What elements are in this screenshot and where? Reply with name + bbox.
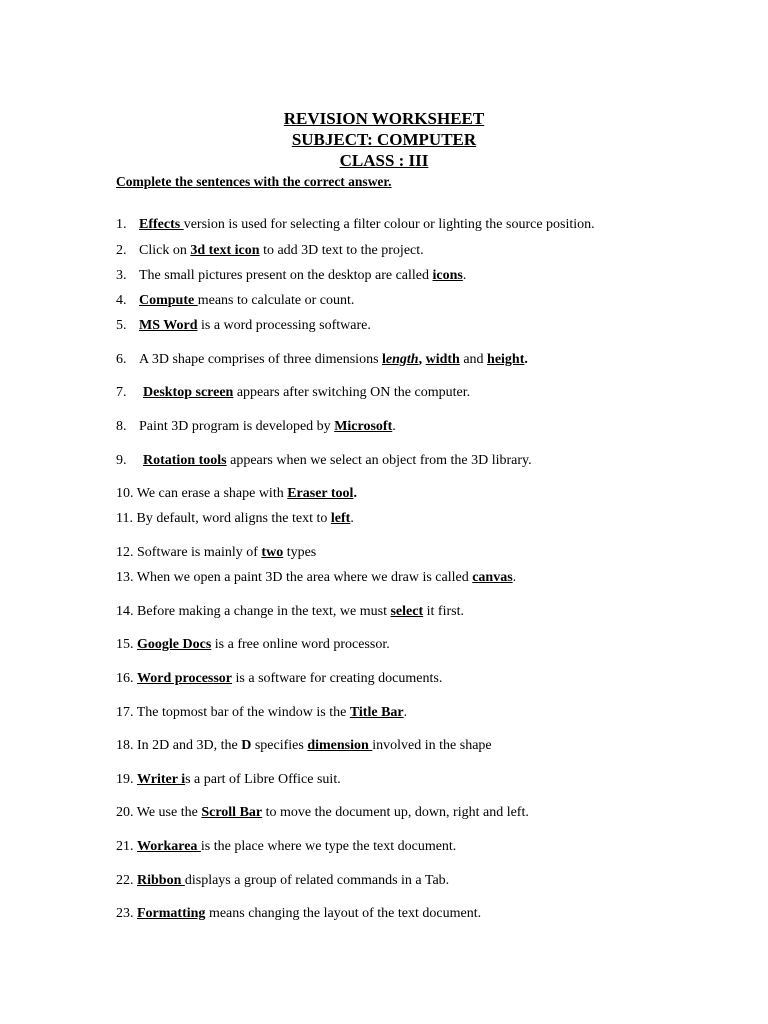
- question-text: displays a group of related commands in a Tab.: [184, 873, 450, 888]
- question-number: 18.: [116, 738, 134, 753]
- answer: height: [487, 352, 525, 367]
- question-text: We can erase a shape with: [136, 486, 288, 501]
- answer: Scroll Bar: [201, 805, 263, 820]
- question-text: .: [350, 511, 354, 526]
- question-5: [116, 317, 371, 335]
- question-13: [116, 569, 516, 587]
- question-text: types: [283, 545, 317, 560]
- answer: MS Word: [139, 318, 198, 333]
- question-23: [116, 905, 481, 923]
- answer: icons: [432, 268, 463, 283]
- worksheet-class: CLASS : III: [339, 151, 429, 170]
- answer: ength: [385, 352, 419, 367]
- question-1: [116, 216, 595, 234]
- question-text: and: [459, 352, 488, 367]
- question-text: By default, word aligns the text to: [136, 511, 331, 526]
- answer: Rotation tools: [143, 453, 227, 468]
- worksheet-title: REVISION WORKSHEET: [283, 109, 485, 128]
- question-17: [116, 704, 407, 722]
- question-text: to move the document up, down, right and left.: [262, 805, 529, 820]
- answer: Ribbon: [137, 873, 185, 888]
- question-20: [116, 804, 529, 822]
- answer: width: [425, 352, 460, 367]
- question-text: appears after switching ON the computer.: [233, 385, 471, 400]
- question-number: 14.: [116, 604, 134, 619]
- question-number: 22.: [116, 873, 134, 888]
- answer: canvas: [472, 570, 513, 585]
- question-number: 15.: [116, 637, 134, 652]
- question-number: 21.: [116, 839, 134, 854]
- question-number: 4.: [116, 293, 127, 308]
- question-2: [116, 242, 424, 260]
- question-22: [116, 872, 449, 890]
- answer: left: [330, 511, 351, 526]
- question-number: 12.: [116, 545, 134, 560]
- question-text: Software is mainly of: [137, 545, 262, 560]
- question-text: to add 3D text to the project.: [259, 243, 424, 258]
- answer: l: [382, 352, 386, 367]
- question-text: We use the: [136, 805, 202, 820]
- question-number: 19.: [116, 772, 134, 787]
- question-15: [116, 636, 390, 654]
- question-text: Before making a change in the text, we must: [137, 604, 391, 619]
- question-16: [116, 670, 442, 688]
- question-text: is a free online word processor.: [211, 637, 390, 652]
- question-7: [116, 384, 470, 402]
- question-text: .: [462, 268, 467, 283]
- question-4: [116, 292, 354, 310]
- question-14: [116, 603, 464, 621]
- question-text: .: [403, 705, 408, 720]
- question-number: 11.: [116, 511, 133, 526]
- question-number: 6.: [116, 352, 127, 367]
- question-number: 7.: [116, 385, 127, 400]
- question-21: [116, 838, 456, 856]
- question-text: Paint 3D program is developed by: [139, 419, 335, 434]
- answer: two: [261, 545, 284, 560]
- question-18: [116, 737, 492, 755]
- question-text: .: [512, 570, 517, 585]
- question-10: [116, 485, 357, 503]
- question-text: is a word processing software.: [197, 318, 371, 333]
- question-6: [116, 351, 528, 369]
- instruction-text: Complete the sentences with the correct answer.: [116, 174, 392, 189]
- answer: Microsoft: [334, 419, 393, 434]
- question-text: .: [353, 486, 357, 501]
- question-text: .: [524, 352, 528, 367]
- question-text: appears when we select an object from the 3D library.: [226, 453, 532, 468]
- question-number: 17.: [116, 705, 134, 720]
- question-text: means changing the layout of the text document.: [205, 906, 482, 921]
- answer: Google Docs: [137, 637, 212, 652]
- question-text: ,: [418, 352, 426, 367]
- question-text: When we open a paint 3D the area where we draw is called: [136, 570, 473, 585]
- question-text: A 3D shape comprises of three dimensions: [139, 352, 383, 367]
- question-text: it first.: [423, 604, 464, 619]
- question-text: In 2D and 3D, the: [137, 738, 242, 753]
- answer: Writer i: [137, 772, 186, 787]
- question-text: means to calculate or count.: [197, 293, 355, 308]
- question-number: 16.: [116, 671, 134, 686]
- worksheet-subject: SUBJECT: COMPUTER: [291, 130, 477, 149]
- answer: Desktop screen: [143, 385, 234, 400]
- question-number: 3.: [116, 268, 127, 283]
- question-3: [116, 267, 466, 285]
- answer: select: [390, 604, 424, 619]
- question-8: [116, 418, 396, 436]
- question-text: The small pictures present on the desktop are called: [139, 268, 433, 283]
- answer: dimension: [307, 738, 373, 753]
- question-9: [116, 452, 532, 470]
- question-11: [116, 510, 354, 528]
- question-text: The topmost bar of the window is the: [136, 705, 350, 720]
- question-text: Click on: [139, 243, 191, 258]
- answer: Workarea: [137, 839, 201, 854]
- question-19: [116, 771, 341, 789]
- question-number: 8.: [116, 419, 127, 434]
- question-number: 13.: [116, 570, 134, 585]
- question-number: 1.: [116, 217, 127, 232]
- question-text: D: [241, 738, 252, 753]
- question-number: 23.: [116, 906, 134, 921]
- answer: Title Bar: [349, 705, 404, 720]
- answer: Eraser tool: [287, 486, 354, 501]
- question-number: 20.: [116, 805, 134, 820]
- question-12: [116, 544, 316, 562]
- question-number: 10.: [116, 486, 134, 501]
- question-text: version is used for selecting a filter colour or lighting the source position.: [183, 217, 595, 232]
- question-number: 9.: [116, 453, 127, 468]
- question-text: involved in the shape: [372, 738, 492, 753]
- answer: Compute: [139, 293, 198, 308]
- question-text: is a software for creating documents.: [232, 671, 443, 686]
- question-number: 5.: [116, 318, 127, 333]
- question-number: 2.: [116, 243, 127, 258]
- question-text: is the place where we type the text document.: [200, 839, 457, 854]
- answer: Effects: [139, 217, 184, 232]
- question-text: s a part of Libre Office suit.: [185, 772, 341, 787]
- question-text: .: [392, 419, 396, 434]
- answer: 3d text icon: [190, 243, 260, 258]
- question-text: specifies: [251, 738, 308, 753]
- answer: Formatting: [137, 906, 206, 921]
- answer: Word processor: [137, 671, 233, 686]
